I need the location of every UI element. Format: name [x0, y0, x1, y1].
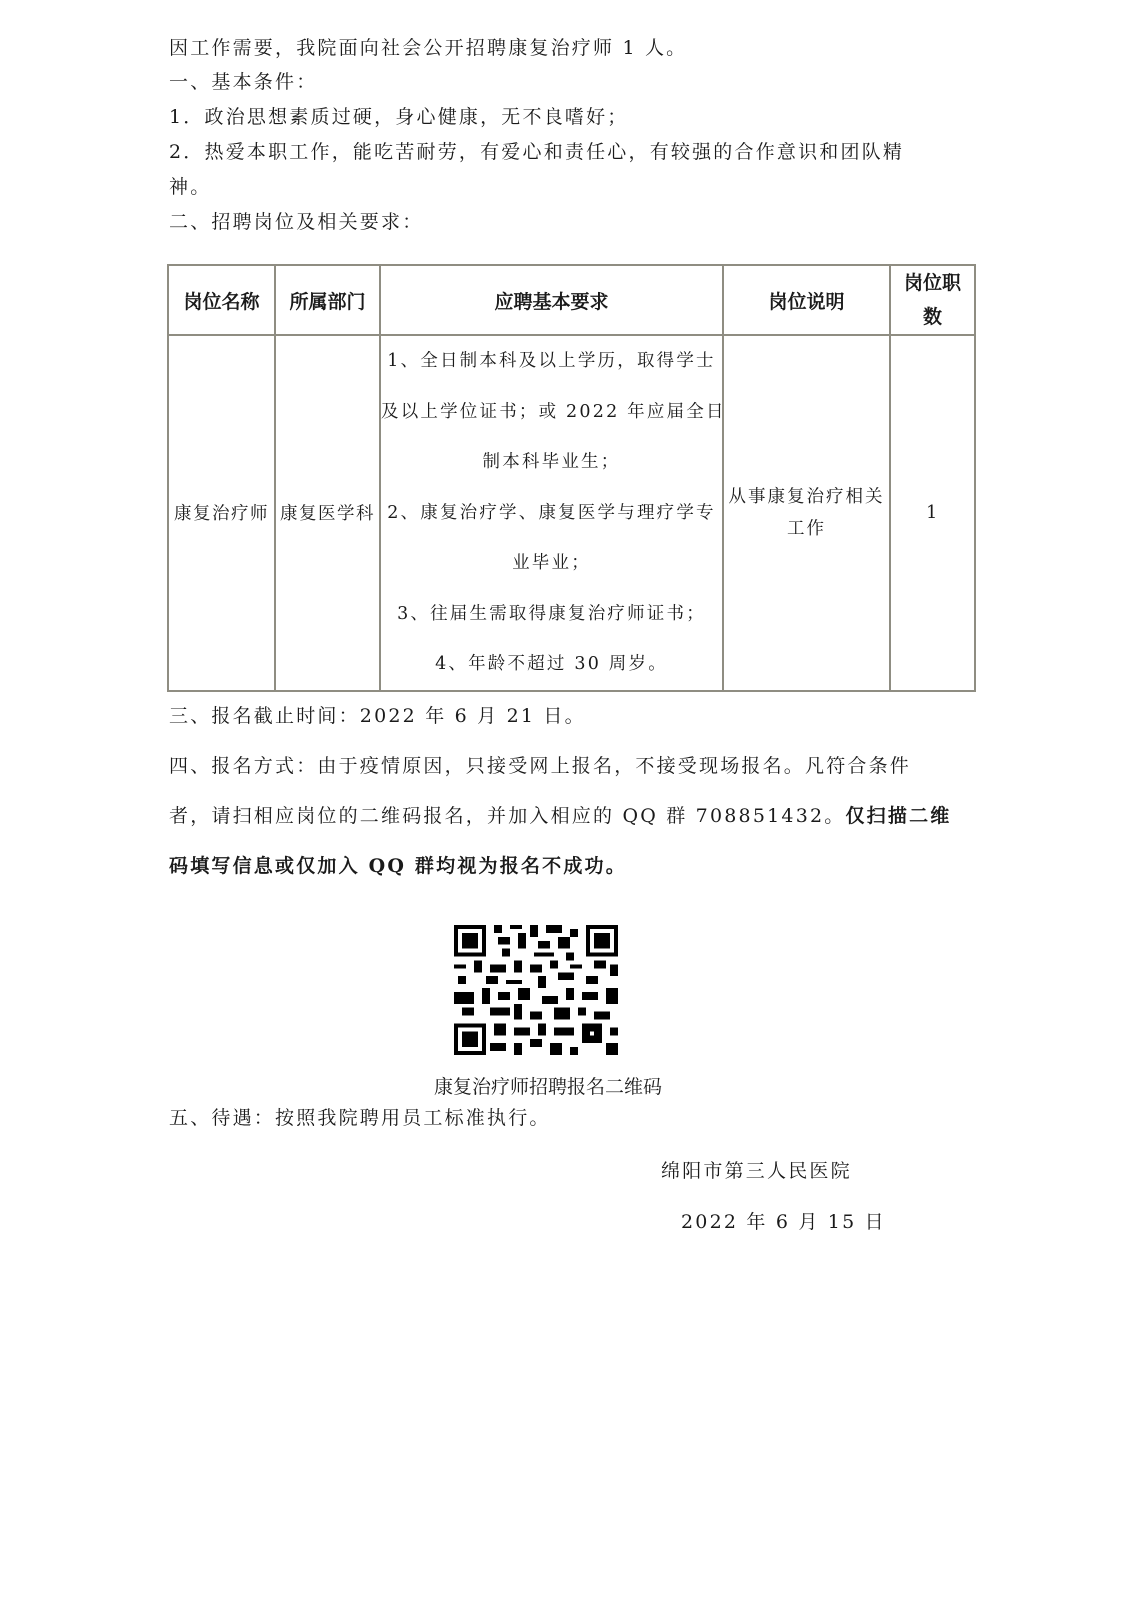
header-count-line2: 数 [922, 306, 942, 328]
cell-description [723, 335, 890, 691]
requirement-line: 制本科毕业生； [482, 452, 621, 472]
section-basic-conditions-title: 一、基本条件： [169, 71, 318, 93]
qr-caption: 康复治疗师招聘报名二维码 [434, 1076, 663, 1098]
condition-2-line1: 2．热爱本职工作，能吃苦耐劳，有爱心和责任心，有较强的合作意识和团队精 [169, 141, 905, 163]
header-count [890, 265, 975, 335]
method-line2-warning: 仅扫描二维 [845, 805, 952, 827]
signature-date: 2022 年 6 月 15 日 [681, 1211, 886, 1233]
requirement-line: 及以上学位证书；或 2022 年应届全日 [381, 401, 726, 422]
requirement-line: 2、康复治疗学、康复医学与理疗学专 [387, 502, 716, 523]
condition-1: 1．政治思想素质过硬，身心健康，无不良嗜好； [169, 106, 629, 128]
section-positions-title: 二、招聘岗位及相关要求： [169, 211, 424, 233]
condition-2-line2: 神。 [169, 176, 212, 198]
positions-table [167, 264, 976, 692]
signature-organization: 绵阳市第三人民医院 [661, 1160, 852, 1182]
section-deadline: 三、报名截止时间：2022 年 6 月 21 日。 [169, 705, 586, 727]
section-method-line2 [169, 804, 951, 828]
intro-text: 因工作需要，我院面向社会公开招聘康复治疗师 1 人。 [169, 37, 688, 59]
section-method-warning: 码填写信息或仅加入 QQ 群均视为报名不成功。 [169, 855, 627, 877]
section-benefits: 五、待遇：按照我院聘用员工标准执行。 [169, 1107, 551, 1129]
table-row [168, 335, 975, 691]
description-line2: 工作 [787, 518, 826, 539]
header-position: 岗位名称 [168, 265, 275, 335]
requirement-line: 4、年龄不超过 30 周岁。 [435, 654, 668, 674]
header-department: 所属部门 [275, 265, 380, 335]
header-count-line1: 岗位职 [903, 272, 961, 294]
table-header-row [168, 265, 975, 335]
section-method-line1: 四、报名方式：由于疫情原因，只接受网上报名，不接受现场报名。凡符合条件 [169, 755, 912, 777]
header-requirements: 应聘基本要求 [380, 265, 723, 335]
cell-requirements [380, 335, 726, 691]
header-description: 岗位说明 [723, 265, 890, 335]
requirement-line: 3、往届生需取得康复治疗师证书； [397, 603, 706, 624]
cell-position: 康复治疗师 [168, 335, 275, 691]
requirement-line: 业毕业； [512, 553, 591, 573]
description-line1: 从事康复治疗相关 [728, 486, 885, 507]
cell-department: 康复医学科 [275, 335, 380, 691]
cell-count: 1 [890, 335, 975, 691]
requirement-line: 1、全日制本科及以上学历，取得学士 [387, 351, 716, 371]
method-line2-text: 者，请扫相应岗位的二维码报名，并加入相应的 QQ 群 708851432。 [169, 805, 846, 827]
qr-code-icon[interactable] [454, 925, 618, 1055]
